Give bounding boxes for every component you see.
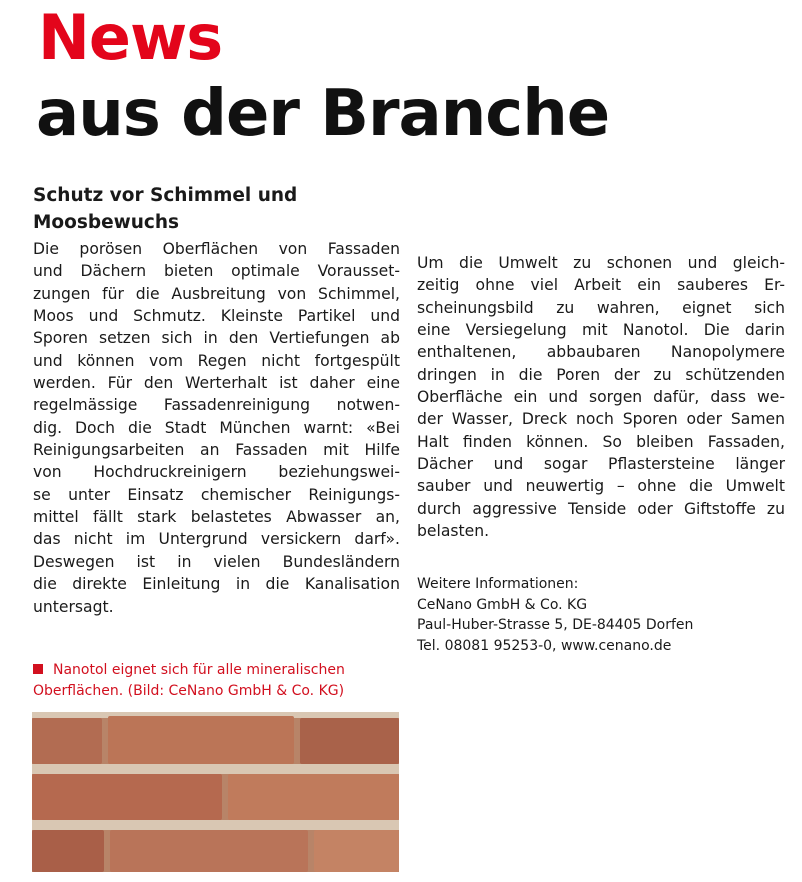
body-text-line: zeitig ohne viel Arbeit ein sauberes Er- xyxy=(417,276,785,295)
body-text-line: dig. Doch die Stadt München warnt: «Bei xyxy=(33,418,400,437)
body-text-line: und können vom Regen nicht fortgespült xyxy=(33,351,400,370)
body-text-line: regelmässige Fassadenreinigung notwen- xyxy=(33,396,400,415)
body-text-line: Oberfläche ein und sorgen dafür, dass we- xyxy=(417,388,785,407)
body-text-line: enthaltenen, abbaubaren Nanopolymere xyxy=(417,343,785,362)
brick-wall-photo xyxy=(32,712,399,872)
body-text-line: der Wasser, Dreck noch Sporen oder Samen xyxy=(417,410,785,429)
body-text-line: mittel fällt stark belastetes Abwasser an, xyxy=(33,508,400,527)
body-text-line: Halt finden können. So bleiben Fassaden, xyxy=(417,432,785,451)
body-text-line: sauber und neuwertig – ohne die Umwelt xyxy=(417,477,785,496)
article-left-column xyxy=(33,238,400,618)
body-text-line: von Hochdruckreinigern beziehungswei- xyxy=(33,463,400,482)
article-heading xyxy=(33,182,393,236)
image-caption xyxy=(33,660,403,702)
body-text-line: scheinungsbild zu wahren, eignet sich xyxy=(417,298,785,317)
body-text-line: Reinigungsarbeiten an Fassaden mit Hilfe xyxy=(33,441,400,460)
body-text-line: untersagt. xyxy=(33,597,114,616)
page-title-news: News xyxy=(38,1,223,74)
body-text-line: die direkte Einleitung in die Kanalisation xyxy=(33,575,400,594)
article-heading-line: Schutz vor Schimmel und xyxy=(33,185,298,206)
contact-address: Paul-Huber-Strasse 5, DE-84405 Dorfen xyxy=(417,617,694,633)
contact-info xyxy=(417,574,787,656)
body-text-line: Die porösen Oberflächen von Fassaden xyxy=(33,240,400,258)
body-text-line: dringen in die Poren der zu schützenden xyxy=(417,365,785,384)
body-text-line: eine Versiegelung mit Nanotol. Die darin xyxy=(417,321,785,340)
body-text-line: Deswegen ist in vielen Bundesländern xyxy=(33,552,400,571)
contact-company: CeNano GmbH & Co. KG xyxy=(417,596,588,613)
article-right-column xyxy=(417,252,785,542)
body-text-line: werden. Für den Werterhalt ist daher eine xyxy=(33,374,400,393)
body-text-line: und Dächern bieten optimale Vorausset- xyxy=(33,262,400,281)
page-title-subtitle: aus der Branche xyxy=(36,77,610,151)
body-text-line: Um die Umwelt zu schonen und gleich- xyxy=(417,254,785,272)
caption-line: Oberflächen. (Bild: CeNano GmbH & Co. KG) xyxy=(33,683,345,699)
caption-square-icon xyxy=(33,664,43,674)
body-text-line: Sporen setzen sich in den Vertiefungen ab xyxy=(33,329,400,348)
caption-line: Nanotol eignet sich für alle mineralischen xyxy=(53,662,345,678)
contact-phone-web: Tel. 08081 95253-0, www.cenano.de xyxy=(417,637,672,654)
body-text-line: belasten. xyxy=(417,522,490,541)
body-text-line: Moos und Schmutz. Kleinste Partikel und xyxy=(33,307,400,326)
body-text-line: durch aggressive Tenside oder Giftstoffe zu xyxy=(417,499,785,518)
body-text-line: zungen für die Ausbreitung von Schimmel, xyxy=(33,284,400,303)
contact-label: Weitere Informationen: xyxy=(417,576,579,592)
body-text-line: das nicht im Untergrund versickern darf». xyxy=(33,530,400,549)
body-text-line: se unter Einsatz chemischer Reinigungs- xyxy=(33,485,400,504)
body-text-line: Dächer und sogar Pflastersteine länger xyxy=(417,455,785,474)
article-heading-line: Moosbewuchs xyxy=(33,212,180,233)
